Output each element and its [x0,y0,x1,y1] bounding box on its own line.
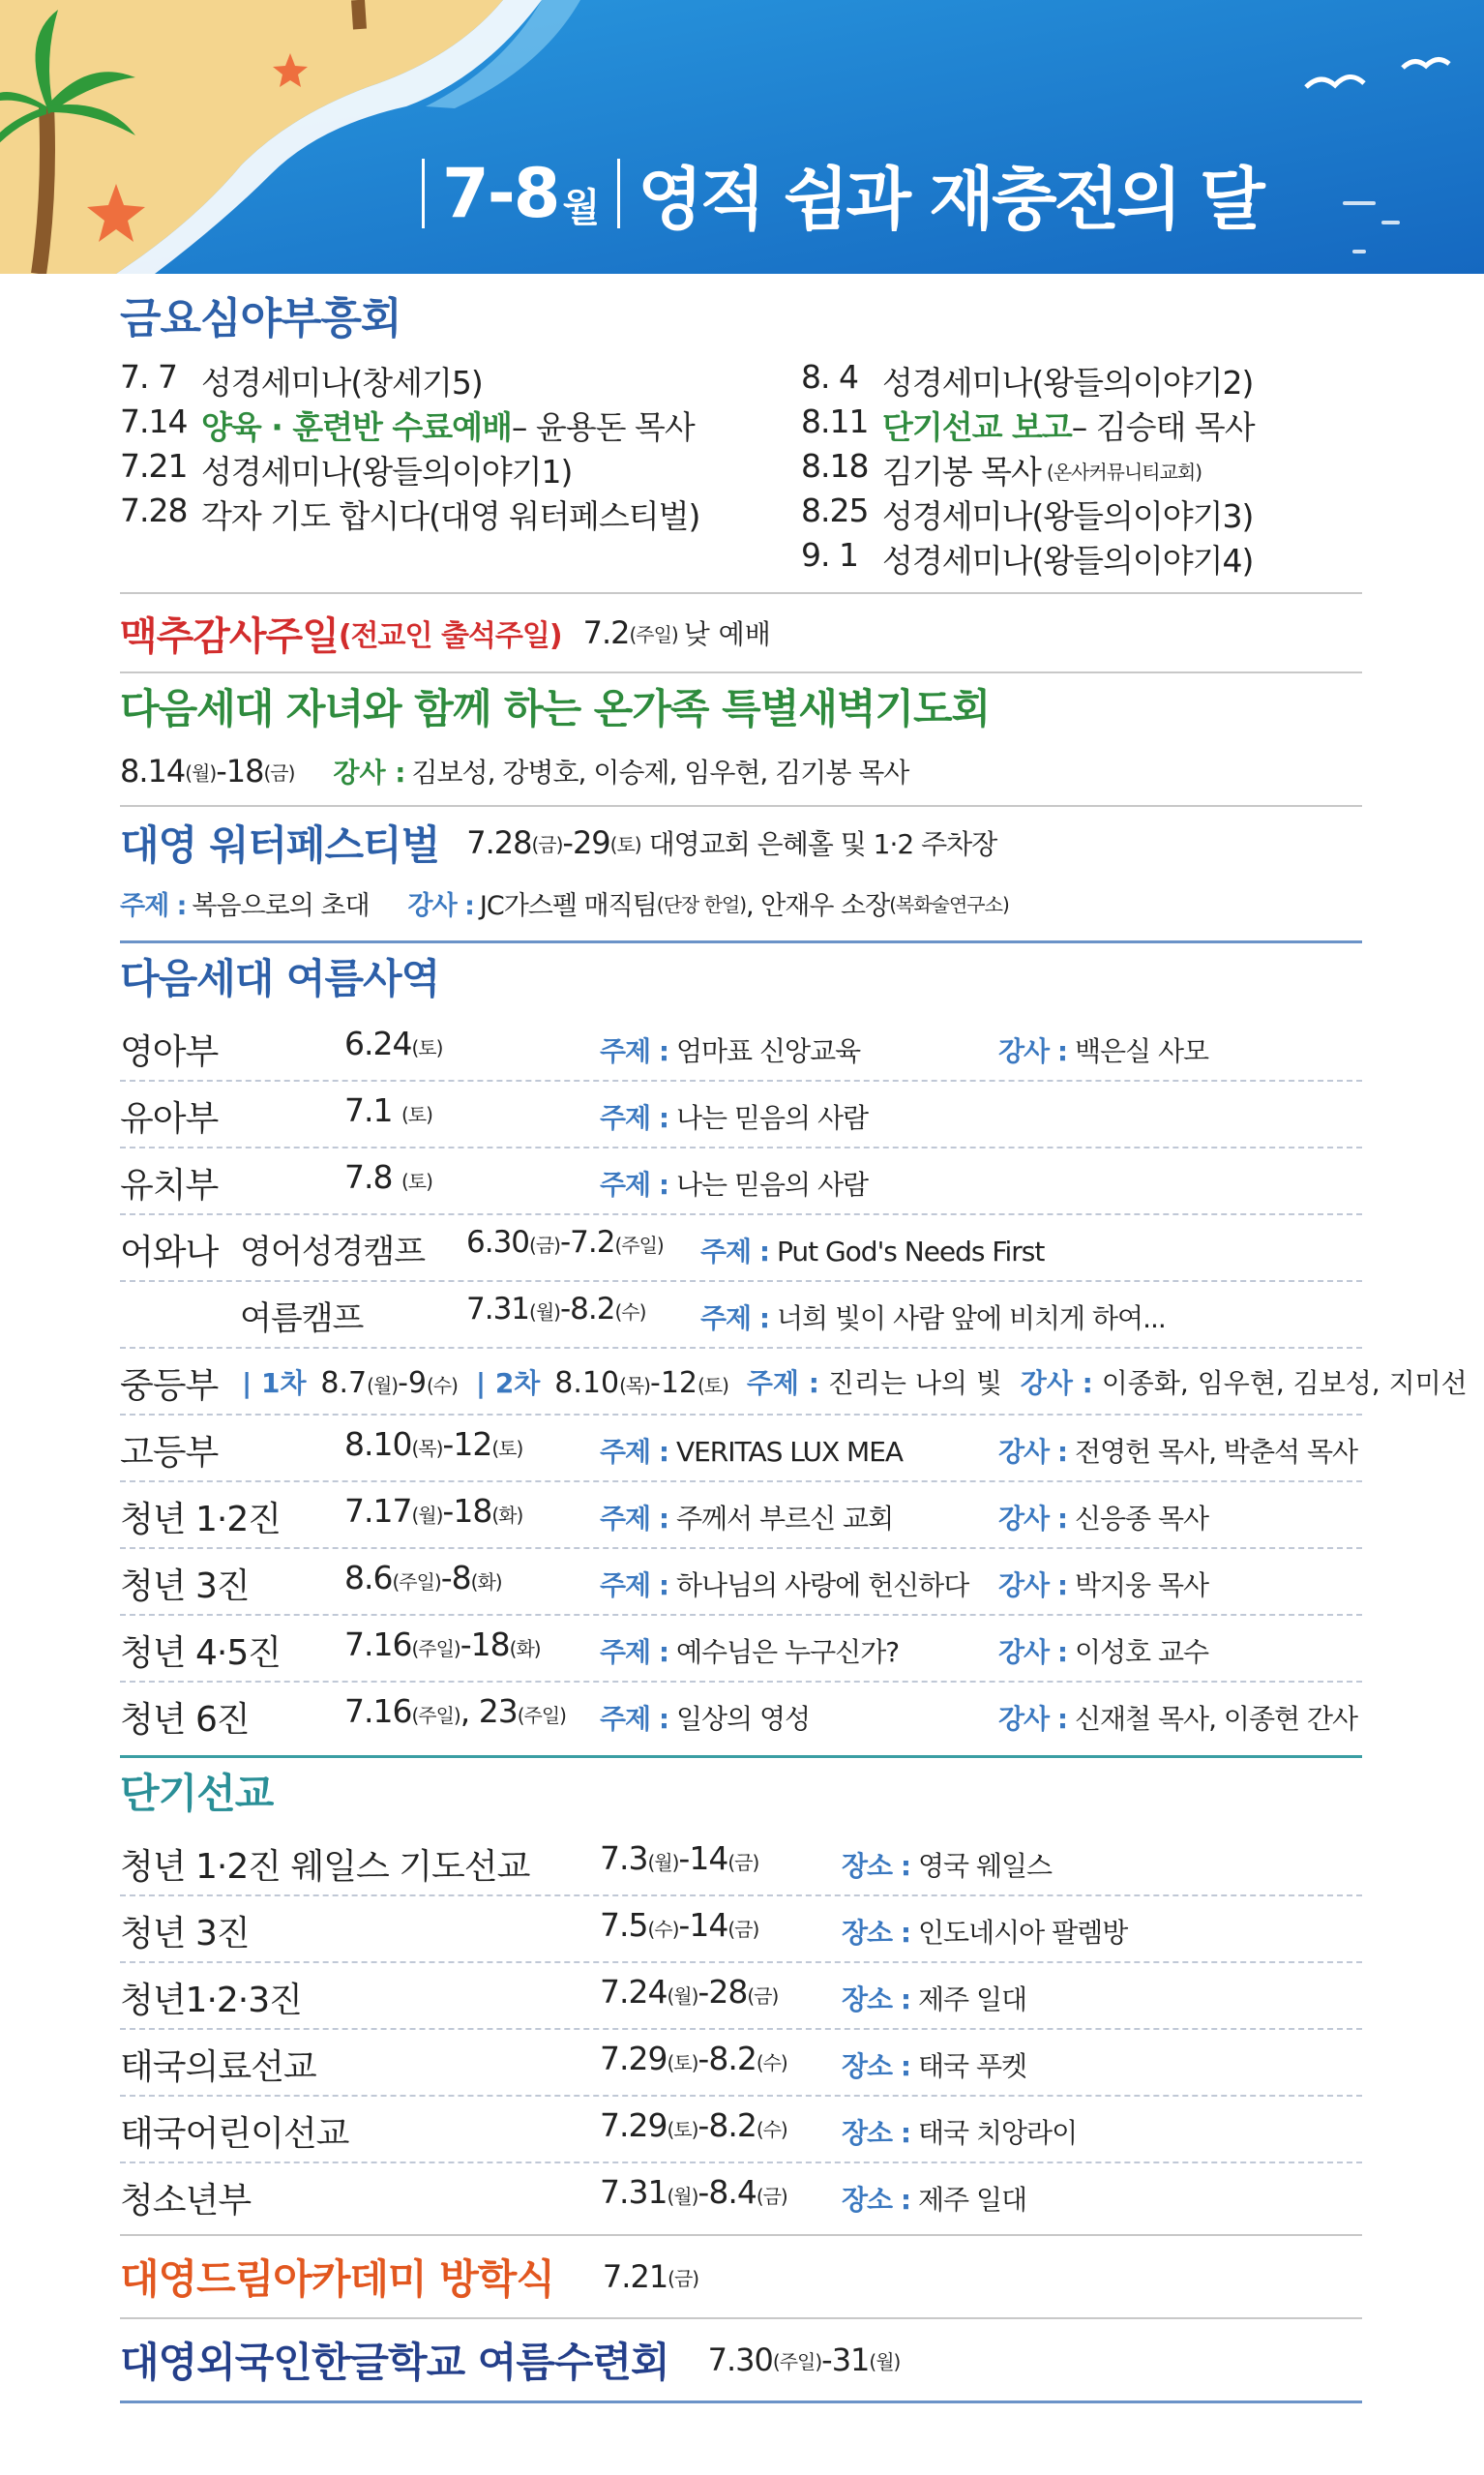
mission-title: 단기선교 [120,1770,274,1817]
table-row: 태국어린이선교 7.29(토)-8.2(수) 장소 : 태국 치앙라이 [120,2097,1362,2163]
thanksgiving-date: 7.2 [582,614,630,651]
table-row: 청년 1·2진 웨일스 기도선교 7.3(월)-14(금) 장소 : 영국 웨일스 [120,1830,1362,1896]
friday-revival-section [120,290,1362,594]
list-item: 8.11 단기선교 보고 – 김승태 목사 [801,403,1255,446]
water-festival-section: 대영 워터페스티벌 7.28 (금) -29 (토) 대영교회 은혜홀 및 1·2 주차장 주제 : 복음으로의 초대 강사 : JC가스펠 매직팀 (단장 한얼) , 안재우 소장 (복화술연구소) [120,807,1362,927]
table-row: 청년 1·2진 7.17(월)-18(화) 주제 : 주께서 부르신 교회 강사 : 신응종 목사 [120,1482,1362,1549]
table-row: 청년 3진 8.6(주일)-8(화) 주제 : 하나님의 사랑에 헌신하다 강사 : 박지웅 목사 [120,1549,1362,1616]
summer-ministry-section [120,943,1468,1749]
friday-right-column [801,358,1362,581]
dawn-prayer-title: 다음세대 자녀와 함께 하는 온가족 특별새벽기도회 [120,685,991,732]
dream-academy-section: 대영드림아카데미 방학식 7.21 (금) [120,2236,1362,2317]
water-festival-title: 대영 워터페스티벌 [120,821,440,869]
table-row: 태국의료선교 7.29(토)-8.2(수) 장소 : 태국 푸켓 [120,2030,1362,2097]
banner-month: 7-8 [442,154,559,233]
list-item: 7. 7 성경세미나(창세기5) [120,358,483,402]
header-banner [0,0,1484,274]
thanksgiving-title: 맥추감사주일 [120,613,339,659]
table-row: 유치부 7.8 (토) 주제 : 나는 믿음의 사람 [120,1148,1362,1215]
schedule-content [120,290,1468,2403]
table-row: 여름캠프 7.31(월)-8.2(수) 주제 : 너희 빛이 사람 앞에 비치게 하여... [120,1282,1362,1349]
table-row: 유아부 7.1 (토) 주제 : 나는 믿음의 사람 [120,1082,1362,1148]
table-row: 고등부 8.10(목)-12(토) 주제 : VERITAS LUX MEA 강사 : 전영헌 목사, 박춘석 목사 [120,1416,1362,1482]
table-row: 청년 4·5진 7.16(주일)-18(화) 주제 : 예수님은 누구신가? 강사 : 이성호 교수 [120,1616,1362,1683]
thanksgiving-paren: (전교인 출석주일) [338,619,562,653]
korean-school-section: 대영외국인한글학교 여름수련회 7.30 (주일) -31 (월) [120,2319,1362,2400]
list-item: 7.28 각자 기도 합시다(대영 워터페스티벌) [120,492,700,535]
korean-school-title: 대영외국인한글학교 여름수련회 [120,2339,669,2386]
list-item: 8. 4 성경세미나(왕들의이야기2) [801,358,1254,402]
dream-academy-title: 대영드림아카데미 방학식 [120,2255,554,2303]
dawn-prayer-section: 다음세대 자녀와 함께 하는 온가족 특별새벽기도회 8.14 (월) -18 (금) 강사 : 김보성, 강병호, 이승제, 임우현, 김기봉 목사 [120,673,1362,797]
banner-title [404,145,1262,242]
table-row: 청년 3진 7.5(수)-14(금) 장소 : 인도네시아 팔렘방 [120,1896,1362,1963]
friday-revival-title: 금요심야부흥회 [120,294,401,343]
mission-section [120,1758,1362,2230]
banner-month-suffix: 월 [562,185,601,230]
palm-trunk [39,106,47,274]
table-row: 청소년부 7.31(월)-8.4(금) 장소 : 제주 일대 [120,2173,1027,2221]
thanksgiving-detail: 낮 예배 [683,618,771,650]
dawn-speakers: 김보성, 강병호, 이승제, 임우현, 김기봉 목사 [411,757,909,789]
water-festival-place: 대영교회 은혜홀 및 1·2 주차장 [648,828,997,860]
friday-left-column [120,358,801,581]
table-row: 청년 6진 7.16(주일), 23(주일) 주제 : 일상의 영성 강사 : 신재철 목사, 이종현 간사 [120,1692,1358,1740]
list-item: 8.18 김기봉 목사 (온사커뮤니티교회) [801,447,1202,491]
list-item: 9. 1 성경세미나(왕들의이야기4) [801,536,1254,580]
table-row: 중등부 | 1차 8.7(월)-9(수) | 2차 8.10(목)-12(토) 주제 : 진리는 나의 빛 강사 : 이종화, 임우현, 김보성, 지미선 [120,1349,1362,1416]
list-item: 7.21 성경세미나(왕들의이야기1) [120,447,573,491]
summer-ministry-title: 다음세대 여름사역 [120,955,440,1002]
table-row: 어와나 영어성경캠프 6.30(금)-7.2(주일) 주제 : Put God's Needs First [120,1215,1362,1282]
thanksgiving-section: 맥추감사주일 (전교인 출석주일) 7.2 (주일) 낮 예배 [120,594,1362,671]
list-item: 8.25 성경세미나(왕들의이야기3) [801,492,1254,535]
table-row: 영아부 6.24(토) 주제 : 엄마표 신앙교육 강사 : 백은실 사모 [120,1015,1362,1082]
banner-theme: 영적 쉼과 재충전의 달 [638,159,1262,239]
table-row: 청년1·2·3진 7.24(월)-28(금) 장소 : 제주 일대 [120,1963,1362,2030]
list-item: 7.14 양육 · 훈련반 수료예배 – 윤용돈 목사 [120,403,695,446]
